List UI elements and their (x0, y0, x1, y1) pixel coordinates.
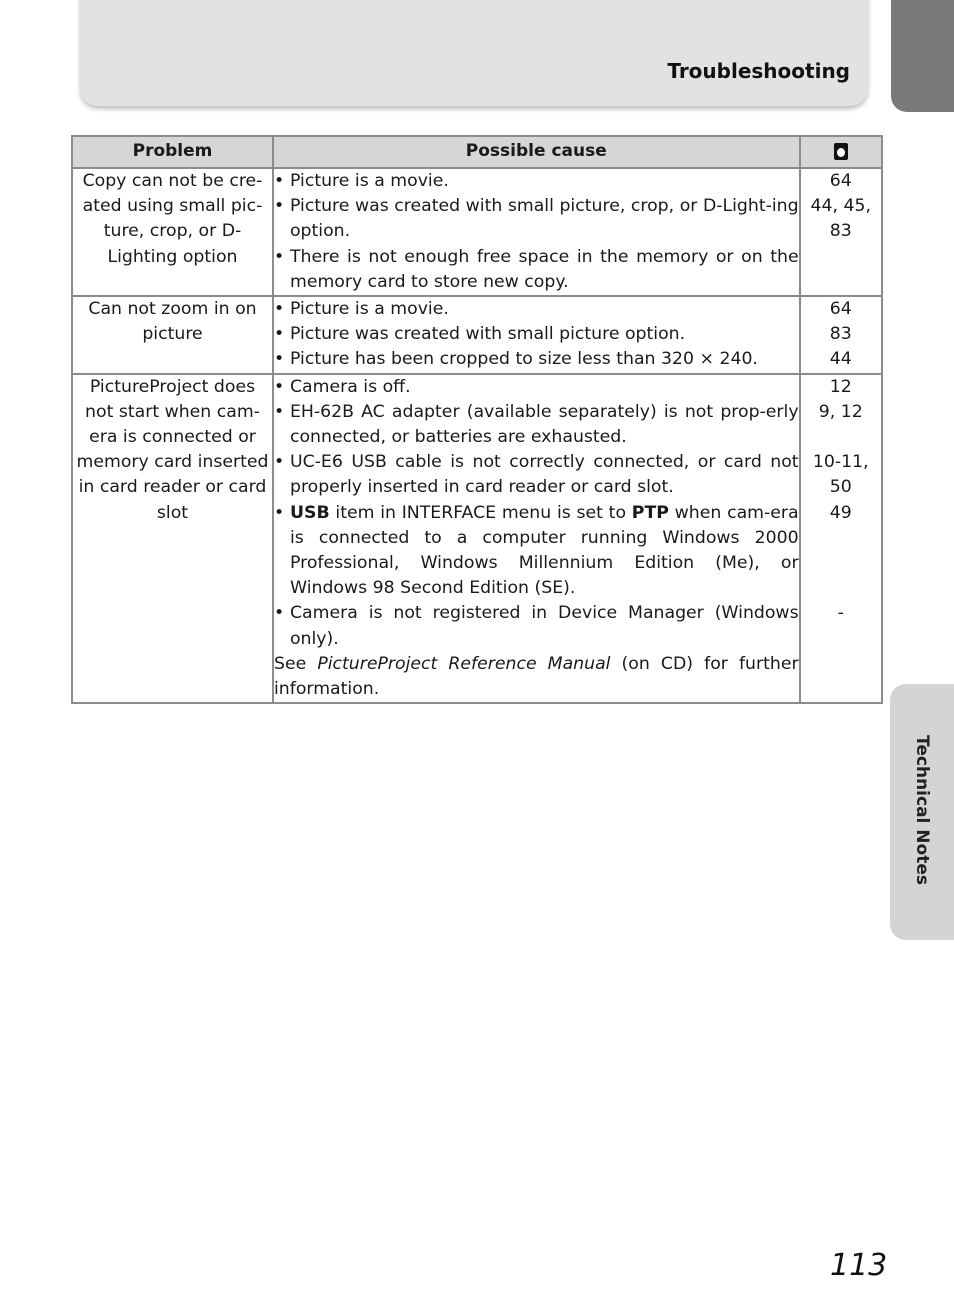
page-ref (801, 576, 881, 601)
page-ref: 9, 12 (818, 401, 863, 422)
problem-cell: PictureProject does not start when cam-era is connected or memory card inserted in card reader or card slot (72, 374, 273, 704)
cause-item: • There is not enough free space in the memory or on the memory card to store new copy. (274, 245, 799, 295)
cause-text: when cam-era is connected to a computer running Windows 2000 Professional, Windows Millennium Edition (Me), or Windows 98 Second Edition (SE). (289, 502, 799, 599)
cause-text: item in INTERFACE menu is set to (329, 502, 632, 523)
cause-item: • Camera is off. (274, 375, 799, 400)
note-text: See (273, 653, 318, 674)
cause-cell (273, 296, 800, 374)
problem-cell: Copy can not be cre-ated using small pic-ture, crop, or D-Lighting option (72, 168, 273, 296)
cause-item (274, 501, 799, 602)
page-ref: 64 (829, 171, 852, 191)
problem-cell: Can not zoom in on picture (72, 296, 273, 374)
page-ref: 50 (829, 477, 852, 498)
page-ref: 44, 45, (810, 196, 872, 217)
page-ref: 83 (829, 221, 852, 242)
cause-item: • EH-62B AC adapter (available separately) is not prop-erly connected, or batteries are exhausted. (274, 400, 799, 450)
page-ref (801, 551, 881, 576)
page-ref: 10-11, (812, 452, 869, 473)
page-ref (801, 425, 881, 450)
cause-item: • Picture is a movie. (274, 297, 799, 322)
page-ref: 44 (829, 349, 852, 370)
ptp-term: PTP (631, 502, 669, 523)
page-ref: - (837, 603, 844, 624)
page-cell (800, 296, 882, 374)
page-ref: 83 (829, 324, 852, 345)
chapter-tab-label: Technical Notes (912, 735, 932, 885)
header-page-reference (800, 136, 882, 168)
page-ref: 49 (829, 502, 852, 523)
table-header-row (72, 136, 882, 168)
cause-item: • Camera is not registered in Device Manager (Windows only). (274, 601, 799, 651)
note-text: (on CD) for further information. (273, 653, 799, 700)
page-ref: 64 (829, 299, 852, 320)
usb-term: USB (289, 502, 330, 523)
table-row (72, 296, 882, 374)
header-panel (80, 0, 868, 106)
cause-item: • Picture was created with small picture option. (274, 322, 799, 347)
page-cell (800, 374, 882, 704)
header-problem: Problem (72, 136, 273, 168)
header-possible-cause: Possible cause (273, 136, 800, 168)
page-cell (800, 168, 882, 296)
table-row (72, 374, 882, 704)
cause-item: • Picture is a movie. (274, 169, 799, 194)
cause-item: • Picture has been cropped to size less than 320 × 240. (274, 347, 799, 372)
page-ref: 12 (829, 376, 852, 397)
page-reference-icon (833, 142, 849, 161)
chapter-tab-top (891, 0, 954, 112)
table-row (72, 168, 882, 296)
section-title: Troubleshooting (667, 59, 850, 83)
manual-title: PictureProject Reference Manual (317, 653, 611, 674)
troubleshooting-table (71, 135, 883, 704)
cause-cell (273, 168, 800, 296)
page-number: 113 (830, 1248, 888, 1283)
cause-item: • Picture was created with small picture, crop, or D-Light-ing option. (274, 194, 799, 244)
reference-note (274, 652, 799, 702)
cause-cell (273, 374, 800, 704)
page-ref (801, 526, 881, 551)
cause-item: • UC-E6 USB cable is not correctly connected, or card not properly inserted in card reader or card slot. (274, 450, 799, 500)
